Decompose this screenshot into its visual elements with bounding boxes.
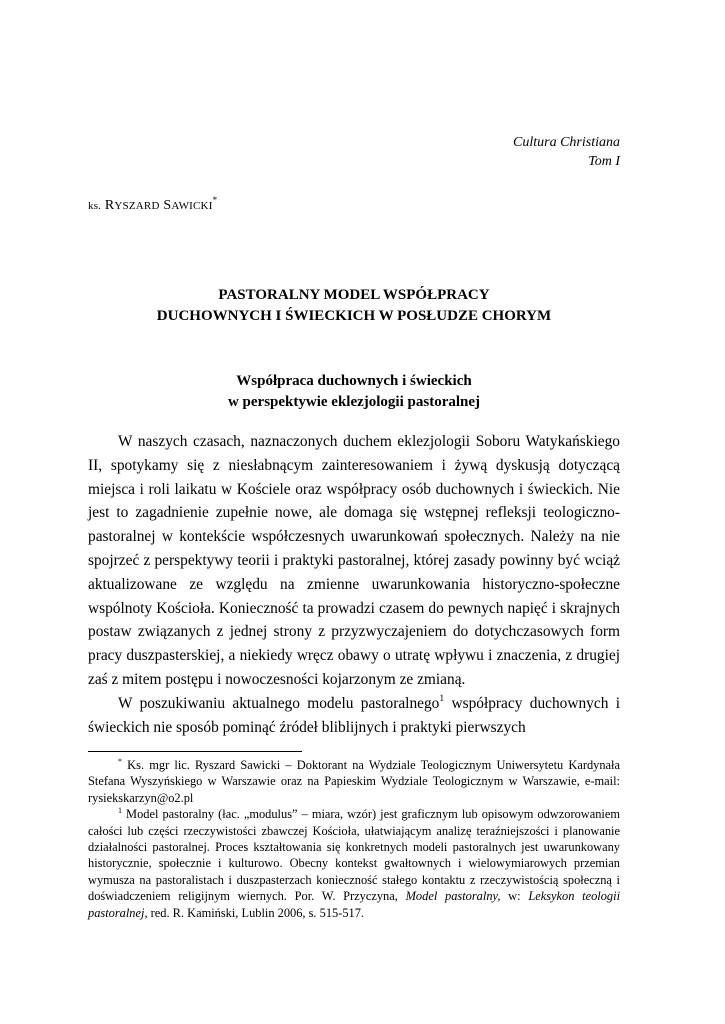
footnote-1-end: red. R. Kamiński, Lublin 2006, s. 515-517. bbox=[147, 905, 365, 920]
journal-name: Cultura Christiana bbox=[513, 135, 620, 150]
author-last-rest: AWICKI bbox=[171, 200, 213, 212]
paragraph-1: W naszych czasach, naznaczonych duchem eklezjologii Soboru Watykańskiego II, spotykamy się z niesłabnącym zainteresowaniem i żywą dyskusją dotyczącą miejsca i roli laikatu w Kościele oraz współpracy osób duchownych i świeckich. Nie jest to zagadnienie zupełnie nowe, ale domaga się wstępnej refleksji teologiczno-pastoralnej w kontekście współczesnych uwarunkowań społecznych. Należy na nie spojrzeć z perspektywy teorii i praktyki pastoralnej, której zasady powinny być wciąż aktualizowane ze względu na zmienne uwarunkowania historyczno-społeczne wspólnoty Kościoła. Konieczność ta prowadzi czasem do pewnych napięć i skrajnych postaw związanych z jednej strony z przyzwyczajeniem do dotychczasowych form pracy duszpasterskiej, a niekiedy wręcz obawy o utratę wpływu i znaczenia, z drugiej zaś z mitem postępu i nowoczesności kojarzonym ze zmianą. bbox=[88, 433, 620, 688]
author-prefix: ks. bbox=[88, 200, 102, 212]
paragraph-2-start: W poszukiwaniu aktualnego modelu pastoralnego bbox=[118, 694, 440, 712]
author-line bbox=[88, 196, 217, 216]
author-first-initial: R bbox=[104, 198, 115, 213]
footnote-1-text: Model pastoralny (łac. „modulus” – miara, wzór) jest graficznym lub opisowym odwzorowaniem całości lub części rzeczywistości zbawczej Kościoła, ułatwiającym analizę teraźniejszości i planowanie działalności pastoralnej. Proces kształtowania się konkretnych modeli pastoralnych jest uwarunkowany historycznie, społecznie i kulturowo. Obecny kontekst gwałtownych i wielowymiarowych przemian wymusza na pastoralistach i duszpasterzach konieczność stałego kontaktu z rzeczywistością społeczną i doświadczeniem religijnym wiernych. Por. W. Przyczyna, bbox=[88, 807, 620, 904]
footnote-1-title: Model pastoralny, bbox=[405, 889, 501, 904]
footnote-star bbox=[88, 757, 620, 806]
author-first-rest: YSZARD bbox=[114, 200, 160, 212]
running-header bbox=[513, 133, 620, 171]
footnote-star-mark: * bbox=[118, 757, 122, 766]
footnote-separator bbox=[88, 751, 302, 752]
footnotes bbox=[88, 757, 620, 921]
paragraph-2-rest: współpracy duchownych i świeckich nie sposób pominąć źródeł bliblijnych i praktyki pierwszych bbox=[88, 694, 620, 736]
footnote-1 bbox=[88, 806, 620, 921]
paragraph-2 bbox=[88, 692, 620, 740]
volume-label: Tom I bbox=[588, 154, 620, 169]
footnote-ref-1[interactable]: 1 bbox=[439, 693, 445, 704]
footnote-1-mark: 1 bbox=[118, 806, 122, 816]
footnote-1-book: Leksykon teologii pastoralnej, bbox=[88, 889, 621, 920]
body-text bbox=[88, 430, 620, 739]
title-line-2: DUCHOWNYCH I ŚWIECKICH W POSŁUDZE CHORYM bbox=[156, 308, 552, 324]
section-line-2: w perspektywie eklezjologii pastoralnej bbox=[227, 394, 481, 410]
footnote-star-text: Ks. mgr lic. Ryszard Sawicki – Doktorant na Wydziale Teologicznym Uniwersytetu Kardynała Stefana Wyszyńskiego w Warszawie oraz na Papieskim Wydziale Teologicznym w Warszawie, e-mail: rysiekskarzyn@o2.pl bbox=[88, 758, 620, 805]
section-line-1: Współpraca duchownych i świeckich bbox=[236, 373, 472, 389]
article-title bbox=[88, 285, 620, 327]
footnote-1-in: w: bbox=[500, 889, 529, 904]
author-footnote-mark: * bbox=[212, 195, 218, 205]
author-last-initial: S bbox=[163, 198, 172, 213]
section-heading bbox=[88, 371, 620, 413]
title-line-1: PASTORALNY MODEL WSPÓŁPRACY bbox=[218, 287, 490, 303]
